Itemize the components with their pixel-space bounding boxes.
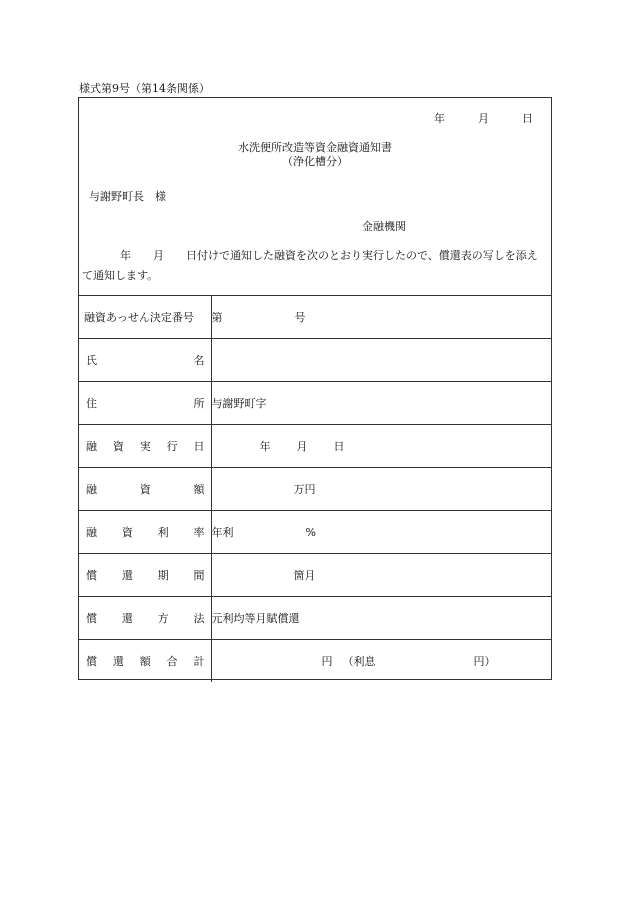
- amount-value: [211, 468, 552, 511]
- table-row: [78, 511, 552, 554]
- decision-number-value: [211, 296, 552, 339]
- amount-label: 融 資 額: [78, 468, 211, 511]
- issue-date-year: 年: [434, 112, 445, 125]
- table-row: [78, 597, 552, 640]
- rate-unit: %: [305, 526, 316, 539]
- form-number-label: 様式第9号（第14条関係）: [79, 82, 210, 95]
- table-row: [78, 382, 552, 425]
- address-label: 住 所: [78, 382, 211, 425]
- total-label: 償 還 額 合 計: [78, 640, 211, 683]
- decision-number-suffix: 号: [294, 311, 306, 324]
- execution-date-value: [211, 425, 552, 468]
- total-value: [211, 640, 552, 683]
- document-title: [79, 141, 551, 169]
- method-value: 元利均等月賦償還: [211, 597, 552, 640]
- address-value: 与謝野町字: [211, 382, 552, 425]
- decision-number-prefix: 第: [211, 311, 223, 324]
- rate-label: 融 資 利 率: [78, 511, 211, 554]
- table-row: [78, 468, 552, 511]
- execution-date-label: 融 資 実 行 日: [78, 425, 211, 468]
- name-value: [211, 339, 552, 382]
- period-value: [211, 554, 552, 597]
- period-unit: 箇月: [293, 569, 316, 582]
- name-label: 氏 名: [78, 339, 211, 382]
- table-row: [78, 296, 552, 339]
- body-month: 月: [153, 249, 164, 262]
- financial-institution: 金融機関: [362, 220, 406, 233]
- interest-prefix: （利息: [342, 655, 376, 668]
- rate-prefix: 年利: [211, 526, 234, 539]
- decision-number-label: 融資あっせん決定番号: [78, 296, 211, 339]
- table-row: [78, 640, 552, 683]
- rate-value: [211, 511, 552, 554]
- exec-day: 日: [333, 440, 345, 453]
- body-year: 年: [120, 249, 131, 262]
- title-sub: （浄化槽分）: [282, 155, 348, 168]
- loan-details-table: [78, 295, 552, 682]
- table-row: [78, 339, 552, 382]
- total-unit: 円: [321, 655, 333, 668]
- notification-form: [78, 97, 552, 680]
- amount-unit: 万円: [293, 483, 316, 496]
- issue-date-day: 日: [522, 112, 533, 125]
- method-label: 償 還 方 法: [78, 597, 211, 640]
- period-label: 償 還 期 間: [78, 554, 211, 597]
- table-row: [78, 554, 552, 597]
- exec-month: 月: [296, 440, 308, 453]
- issue-date: [434, 110, 533, 126]
- exec-year: 年: [259, 440, 271, 453]
- title-main: 水洗便所改造等資金融資通知書: [238, 141, 392, 154]
- interest-suffix: 円）: [473, 655, 496, 668]
- issue-date-month: 月: [478, 112, 489, 125]
- addressee: 与謝野町長 様: [89, 190, 166, 203]
- body-text-rest: 日付けで通知した融資を次のとおり実行したので、償還表の写しを添えて通知します。: [82, 249, 538, 282]
- notice-body: [82, 246, 548, 286]
- table-row: [78, 425, 552, 468]
